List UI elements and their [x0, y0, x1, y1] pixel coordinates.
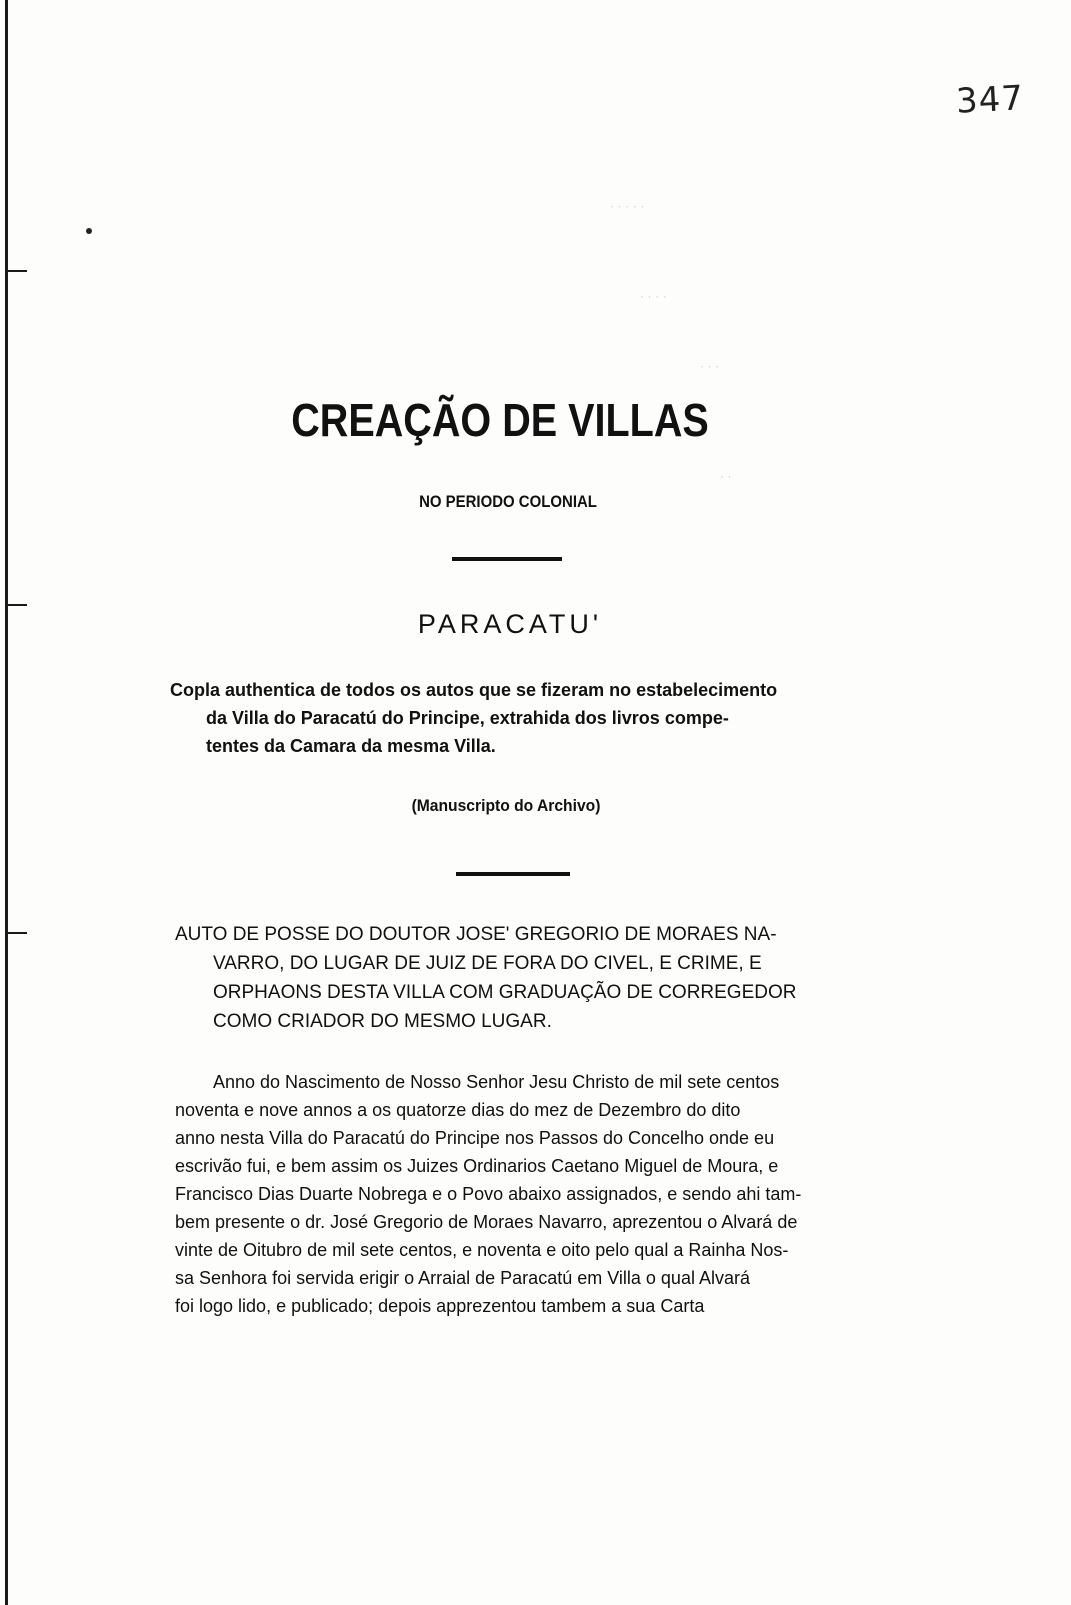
body-line: Francisco Dias Duarte Nobrega e o Povo abaixo assignados, e sendo ahi tam- [175, 1184, 802, 1204]
body-line: foi logo lido, e publicado; depois apprezentou tambem a sua Carta [175, 1296, 705, 1316]
bleed-through-mark: · · · [700, 360, 720, 374]
heading-line: ORPHAONS DESTA VILLA COM GRADUAÇÃO DE CORREGEDOR [213, 982, 797, 1003]
ink-dot [86, 228, 92, 234]
body-line: anno nesta Villa do Paracatú do Principe nos Passos do Concelho onde eu [175, 1128, 775, 1148]
body-line: sa Senhora foi servida erigir o Arraial de Paracatú em Villa o qual Alvará [175, 1268, 750, 1288]
archive-note: (Manuscripto do Archivo) [411, 796, 601, 815]
place-name: PARACATU' [417, 609, 603, 639]
intro-paragraph [170, 676, 850, 760]
heading-line: AUTO DE POSSE DO DOUTOR JOSE' GREGORIO DE MORAES NA- [175, 924, 777, 945]
body-line: bem presente o dr. José Gregorio de Moraes Navarro, aprezentou o Alvará de [175, 1212, 798, 1232]
body-line: escrivão fui, e bem assim os Juizes Ordinarios Caetano Miguel de Moura, e [175, 1156, 779, 1176]
divider-rule [456, 872, 570, 876]
body-line: Anno do Nascimento de Nosso Senhor Jesu Christo de mil sete centos [213, 1072, 780, 1092]
heading-line: COMO CRIADOR DO MESMO LUGAR. [213, 1011, 552, 1032]
body-line: vinte de Oitubro de mil sete centos, e noventa e oito pelo qual a Rainha Nos- [175, 1240, 789, 1260]
bleed-through-mark: · · [720, 470, 732, 484]
page-title: CREAÇÃO DE VILLAS [291, 394, 709, 446]
page-subtitle: NO PERIODO COLONIAL [419, 492, 597, 511]
bleed-through-mark: · · · · · [610, 200, 645, 214]
bleed-through-mark: · · · · [640, 290, 667, 304]
binding-tick [5, 270, 27, 272]
divider-rule [452, 557, 562, 561]
binding-edge [5, 0, 8, 1605]
body-paragraph [175, 1068, 855, 1320]
intro-line: tentes da Camara da mesma Villa. [206, 736, 496, 756]
intro-line: da Villa do Paracatú do Principe, extrahida dos livros compe- [206, 708, 729, 728]
binding-tick [5, 932, 27, 934]
section-heading [175, 920, 845, 1036]
intro-line: Copla authentica de todos os autos que se fizeram no estabelecimento [170, 680, 778, 700]
binding-tick [5, 604, 27, 606]
page-number: 347 [954, 78, 1025, 122]
body-line: noventa e nove annos a os quatorze dias do mez de Dezembro do dito [175, 1100, 741, 1120]
heading-line: VARRO, DO LUGAR DE JUIZ DE FORA DO CIVEL, E CRIME, E [213, 953, 762, 974]
